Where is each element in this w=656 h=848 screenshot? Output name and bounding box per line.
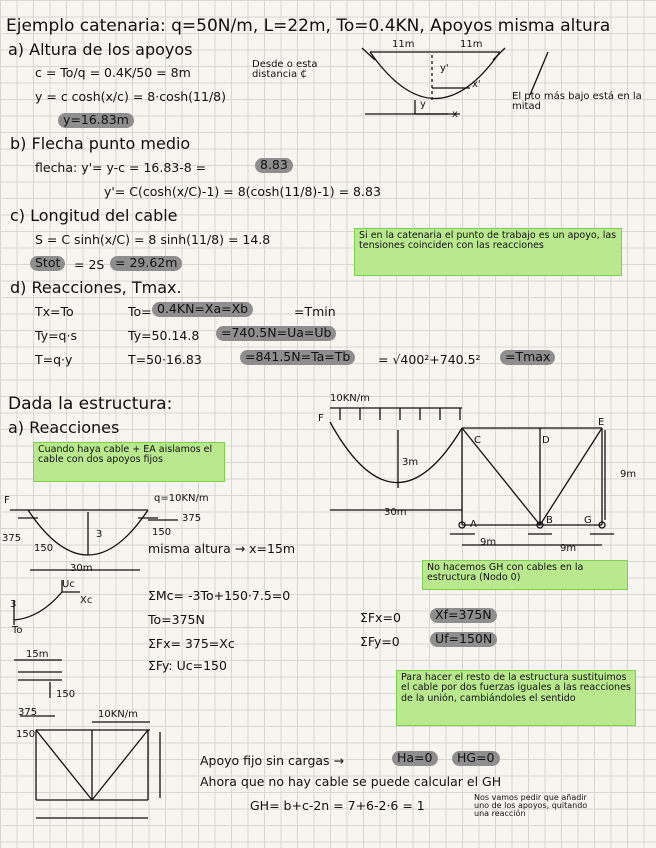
struct-30m: 30m xyxy=(384,507,407,518)
eq1: ΣMc= -3To+150·7.5=0 xyxy=(148,588,291,603)
fig-3: 3 xyxy=(96,529,103,540)
part-a-line1: c = To/q = 0.4K/50 = 8m xyxy=(35,65,191,80)
fig-label-11m-left: 11m xyxy=(392,39,415,50)
misma-altura: misma altura → x=15m xyxy=(148,541,296,556)
part-d-left3: T=q·y xyxy=(35,352,73,367)
part-d-r3-pre: T=50·16.83 xyxy=(128,352,202,367)
part-d-r2-pre: Ty=50.14.8 xyxy=(128,328,200,343)
side-note: Desde o esta distancia ₵ xyxy=(252,59,318,80)
part-d-title: d) Reacciones, Tmax. xyxy=(10,278,182,297)
fig-F: F xyxy=(4,495,10,506)
small-15m: 15m xyxy=(26,649,49,660)
sum1: ΣFx=0 xyxy=(360,610,401,625)
green-note-catenaria: Si en la catenaria el punto de trabajo es un apoyo, las tensiones coinciden con las reacciones xyxy=(354,228,622,276)
apoyo-hl2: HG=0 xyxy=(452,751,500,766)
small-Xc: Xc xyxy=(80,595,93,606)
node-C: C xyxy=(474,435,481,446)
small-150: 150 xyxy=(56,689,76,700)
page-title: Ejemplo catenaria: q=50N/m, L=22m, To=0.4KN, Apoyos misma altura xyxy=(6,16,611,36)
struct-load: 10KN/m xyxy=(330,393,370,404)
small-3: 3 xyxy=(10,599,17,610)
node-F: F xyxy=(318,413,324,424)
part-b-line2: y'= C(cosh(x/C)-1) = 8(cosh(11/8)-1) = 8.83 xyxy=(104,184,381,199)
small-To: To xyxy=(12,625,23,636)
node-B: B xyxy=(546,515,553,526)
node-D: D xyxy=(542,435,550,446)
fig-label-y: y' xyxy=(440,63,449,74)
res2: Uf=150N xyxy=(430,632,497,647)
part-c-stot: Stot xyxy=(30,256,65,271)
apoyo-line: Apoyo fijo sin cargas → xyxy=(200,753,345,768)
bottom-load: 10KN/m xyxy=(98,709,138,720)
gh-line: GH= b+c-2n = 7+6-2·6 = 1 xyxy=(250,798,425,813)
fig-label-x2: x xyxy=(452,109,458,120)
apoyo-hl1: Ha=0 xyxy=(392,751,438,766)
part-c-2s: = 2S xyxy=(74,257,105,272)
part-d-r3-mid: = √400²+740.5² xyxy=(378,352,481,367)
lowest-point-note: El pto más bajo está en la mitad xyxy=(512,91,642,112)
fig-150b: 150 xyxy=(152,527,172,538)
fig-150a: 150 xyxy=(34,543,54,554)
part-d-r3-end: =Tmax xyxy=(500,350,555,365)
bottom-150: 150 xyxy=(16,729,36,740)
part-c-result: = 29.62m xyxy=(110,256,182,271)
section2-sub: a) Reacciones xyxy=(8,418,120,437)
fig-375b: 375 xyxy=(2,533,22,544)
fig-label-x: x' xyxy=(472,79,481,90)
node-G: G xyxy=(584,515,592,526)
fig-30m: 30m xyxy=(70,563,93,574)
part-a-title: a) Altura de los apoyos xyxy=(8,40,193,59)
part-d-r2-hl: =740.5N=Ua=Ub xyxy=(216,326,336,341)
green-note-resto: Para hacer el resto de la estructura sustituimos el cable por dos fuerzas iguales a las reacciones de la unión, cambiándoles el sentido xyxy=(396,670,636,726)
fig-375: 375 xyxy=(182,513,202,524)
part-b-line1-result: 8.83 xyxy=(255,158,293,173)
gh-note: Nos vamos pedir que añadir uno de los apoyos, quitando una reacción xyxy=(474,793,588,818)
part-d-r1-pre: To= xyxy=(128,304,152,319)
part-a-result: y=16.83m xyxy=(58,113,134,128)
sum2: ΣFy=0 xyxy=(360,634,400,649)
part-d-r3-hl: =841.5N=Ta=Tb xyxy=(240,350,355,365)
eq4: ΣFy: Uc=150 xyxy=(148,658,227,673)
bottom-375: 375 xyxy=(18,707,38,718)
res1: Xf=375N xyxy=(430,608,497,623)
node-A: A xyxy=(470,519,477,530)
part-c-line1: S = C sinh(x/C) = 8 sinh(11/8) = 14.8 xyxy=(35,232,271,247)
eq3: ΣFx= 375=Xc xyxy=(148,636,235,651)
struct-9m-b: 9m xyxy=(560,543,577,554)
fig-label-y2: y xyxy=(420,99,426,110)
fig-label-11m-right: 11m xyxy=(460,39,483,50)
part-d-left1: Tx=To xyxy=(35,304,74,319)
struct-3m: 3m xyxy=(402,457,419,468)
struct-9m-a: 9m xyxy=(480,537,497,548)
ahora-line: Ahora que no hay cable se puede calcular el GH xyxy=(200,774,502,789)
section2-title: Dada la estructura: xyxy=(8,394,173,414)
struct-9m-c: 9m xyxy=(620,469,637,480)
small-Uc: Uc xyxy=(62,579,75,590)
part-c-title: c) Longitud del cable xyxy=(10,206,178,225)
green-note-gh: No hacemos GH con cables en la estructura (Nodo 0) xyxy=(422,560,628,590)
part-d-left2: Ty=q·s xyxy=(35,328,77,343)
part-d-r1-post: =Tmin xyxy=(294,304,336,319)
green-note-cable: Cuando haya cable + EA aislamos el cable con dos apoyos fijos xyxy=(33,442,225,482)
part-a-line2: y = c cosh(x/c) = 8·cosh(11/8) xyxy=(35,89,226,104)
part-b-title: b) Flecha punto medio xyxy=(10,134,191,153)
fig-q: q=10KN/m xyxy=(154,493,209,504)
part-b-line1: flecha: y'= y-c = 16.83-8 = xyxy=(35,160,207,175)
part-d-r1-hl: 0.4KN=Xa=Xb xyxy=(152,302,253,317)
eq2: To=375N xyxy=(148,612,205,627)
node-E: E xyxy=(598,417,605,428)
